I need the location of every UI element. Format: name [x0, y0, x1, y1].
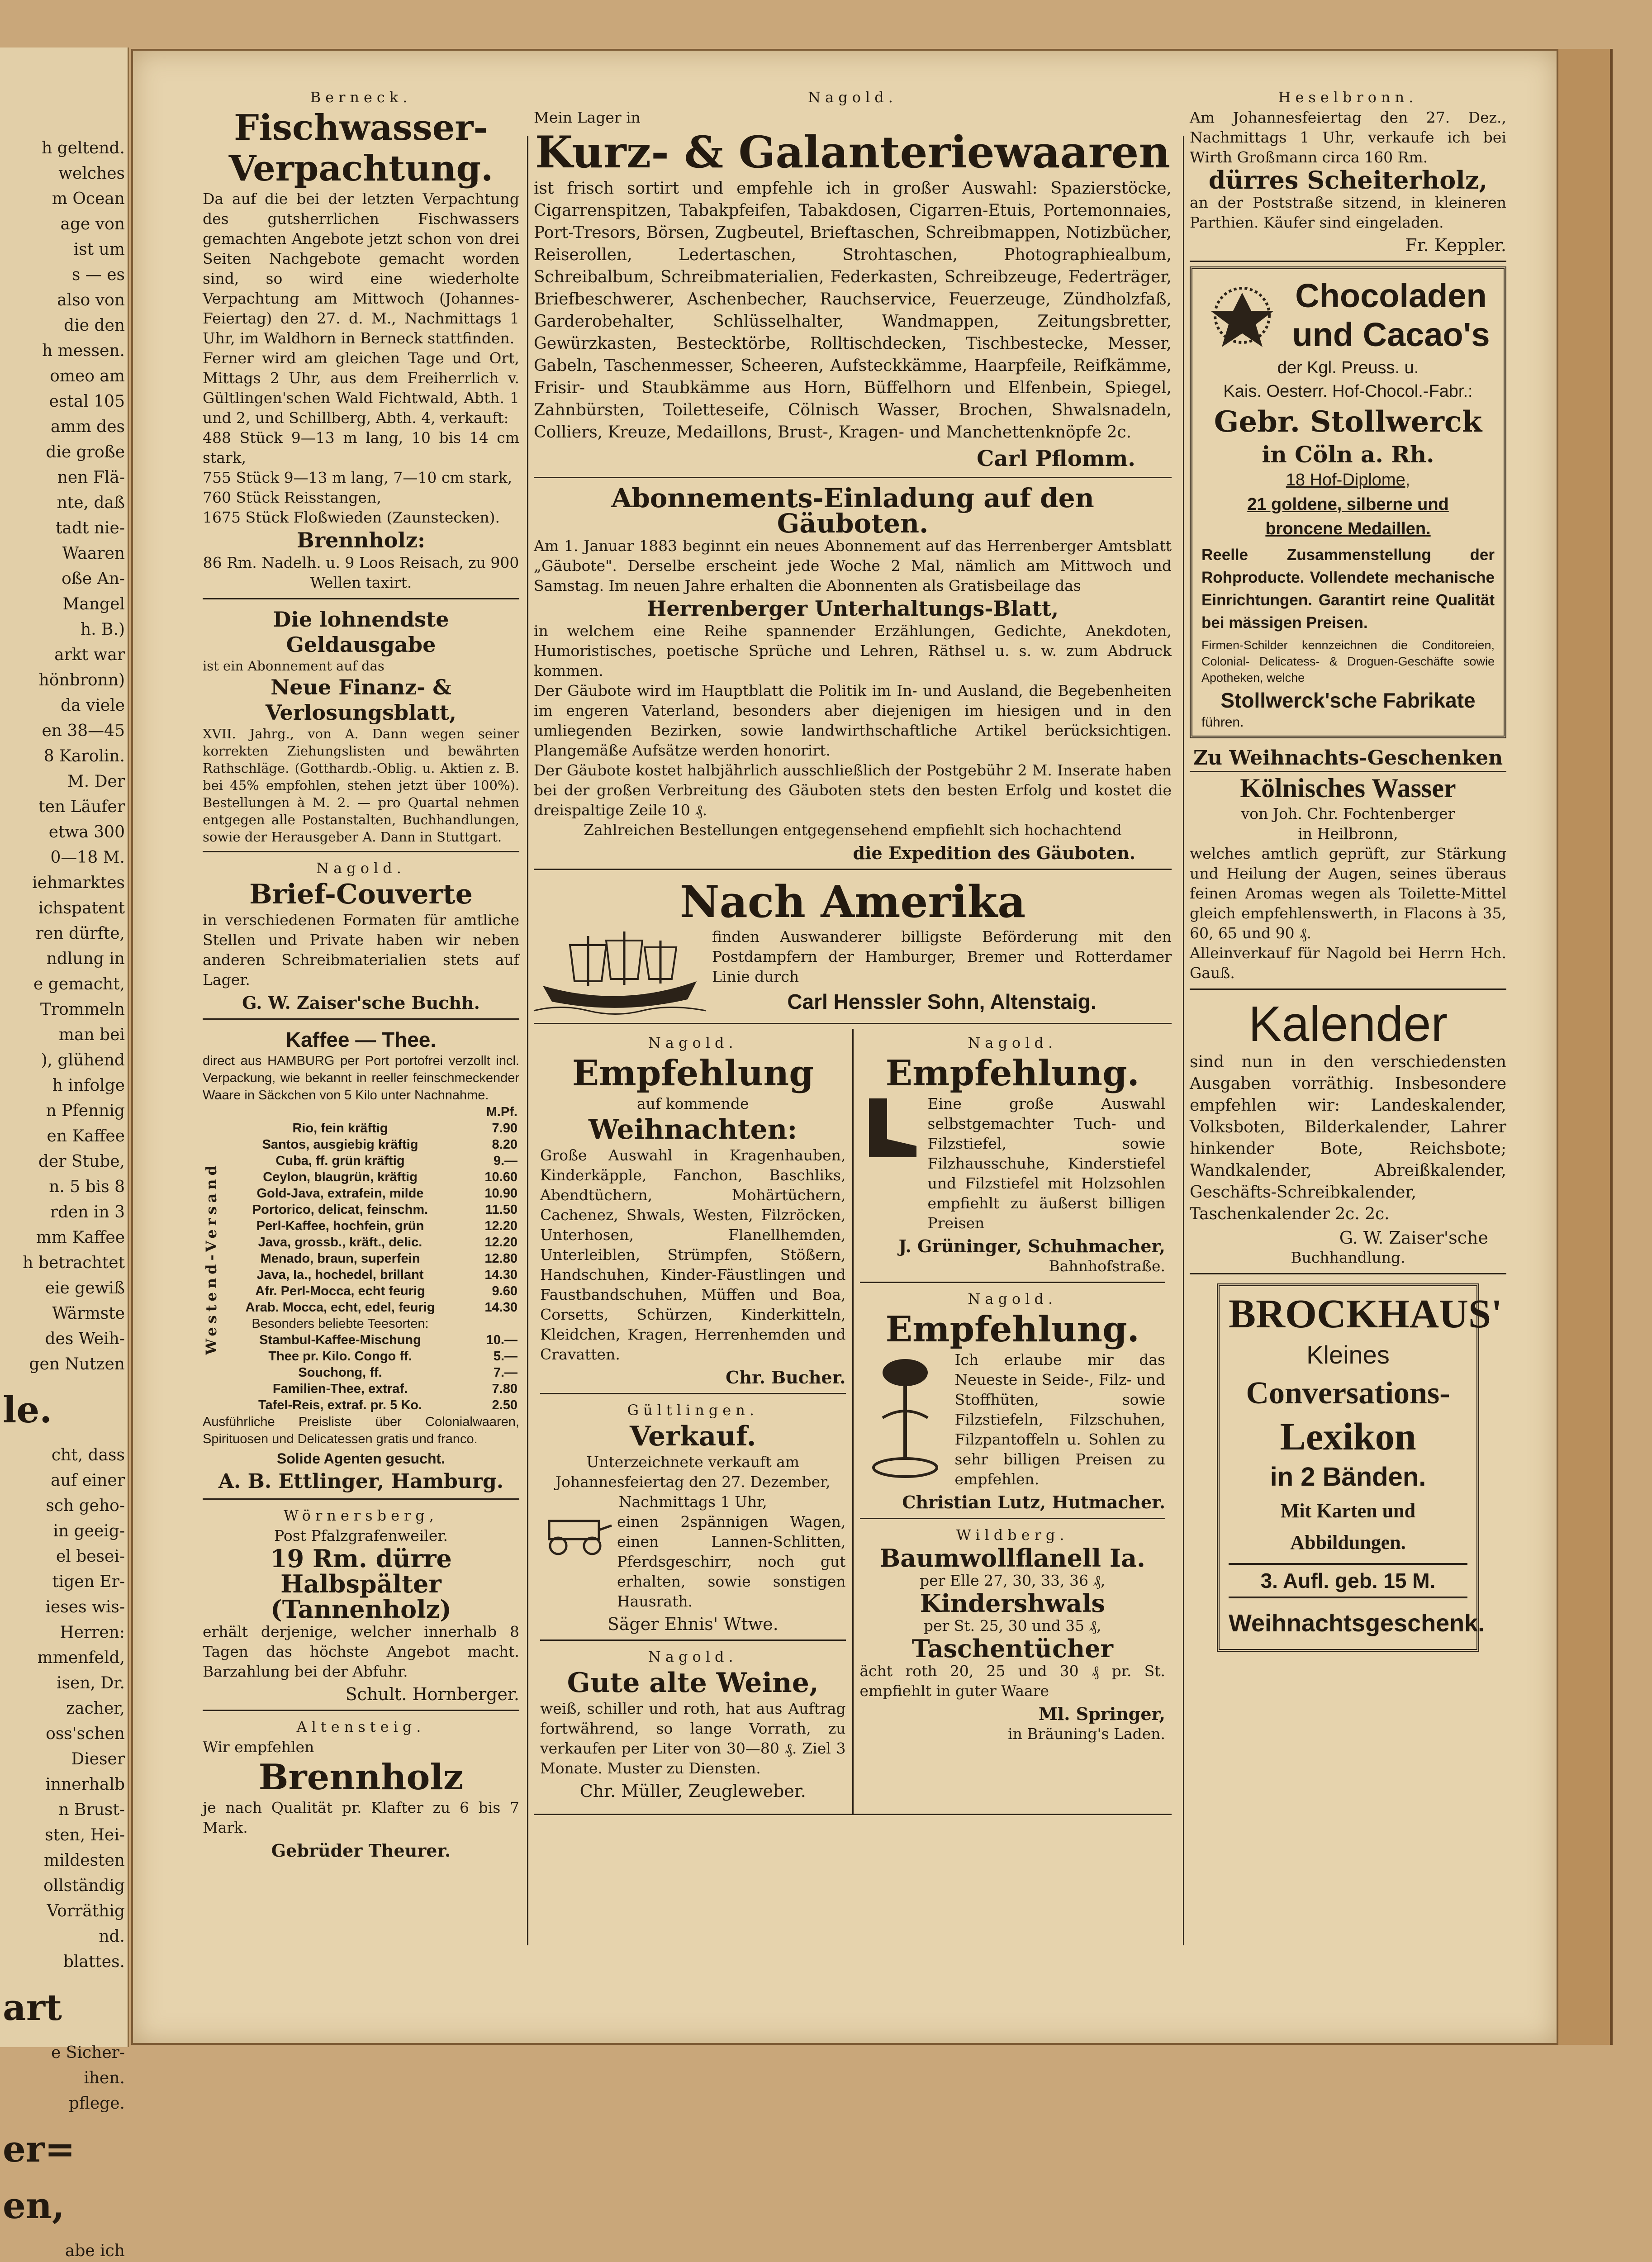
- ad-hutmacher: [860, 1288, 1166, 1519]
- place: Nagold.: [968, 1034, 1058, 1051]
- prev-page-line: welches: [58, 164, 125, 183]
- price: 3. Aufl. geb. 15 M.: [1229, 1563, 1467, 1598]
- ad-text: welches amtlich geprüft, zur Stärkung und Heilung der Augen, seines überaus feinen Aromas wegen als Toilette-Mittel gleich empfehlenswerth, in Flacons à 35, 60, 65 und 90 ₰.: [1190, 845, 1506, 942]
- ad-text: der Kgl. Preuss. u.: [1277, 358, 1419, 377]
- item-name: Gold-Java, extrafein, milde: [256, 1186, 424, 1201]
- item-price: 12.80: [484, 1251, 517, 1266]
- firm-name: Gebr. Stollwerck: [1214, 405, 1482, 439]
- headline: Taschentücher: [911, 1634, 1113, 1663]
- column-right: [1190, 86, 1506, 1923]
- section-head: Zu Weihnachts-Geschenken: [1190, 746, 1506, 772]
- headline: Baumwollflanell Ia.: [879, 1544, 1145, 1573]
- prev-page-line: iehmarktes: [32, 874, 125, 892]
- prev-page-line: auf einer: [51, 1471, 125, 1490]
- ad-fischwasser: [203, 86, 519, 599]
- list-item: 488 Stück 9—13 m lang, 10 bis 14 cm stark,: [203, 429, 519, 466]
- prev-page-line: mmenfeld,: [37, 1649, 125, 1667]
- headline: Weihnachten:: [589, 1114, 798, 1145]
- previous-page-text: [3, 138, 125, 2262]
- headline: Kurz- & Galanteriewaaren: [535, 127, 1171, 178]
- item-price: [460, 1316, 519, 1332]
- prev-page-line: eie gewiß: [45, 1279, 125, 1297]
- ad-text: an der Poststraße sitzend, in kleineren Parthien. Käufer sind eingeladen.: [1190, 194, 1506, 231]
- ship-icon: [534, 927, 706, 1017]
- headline: Empfehlung.: [885, 1053, 1139, 1094]
- prev-page-line: ren dürfte,: [35, 924, 125, 943]
- place: Wildberg.: [956, 1526, 1069, 1544]
- item-name: Afr. Perl-Mocca, echt feurig: [255, 1284, 425, 1298]
- prev-page-line: nd.: [99, 1927, 125, 1946]
- signature: Fr. Keppler.: [1405, 235, 1506, 255]
- prev-page-line: s — es: [71, 266, 125, 284]
- headline: Chocoladen: [1295, 277, 1487, 314]
- ad-verkauf: [540, 1399, 846, 1641]
- table-row: [220, 1267, 519, 1283]
- prev-page-line: h infolge: [52, 1076, 125, 1095]
- ad-text: Reelle Zusammenstellung der Rohproducte. Vollendete mechanische Einrichtungen. Garantirt reine Qualität bei mässigen Preisen.: [1201, 546, 1495, 632]
- ad-text: 86 Rm. Nadelh. u. 9 Loos Reisach, zu 900 Wellen taxirt.: [203, 554, 519, 591]
- ad-koelnisch-wasser: [1190, 743, 1506, 990]
- place: Altensteig.: [296, 1718, 426, 1735]
- prev-page-line: der Stube,: [38, 1152, 125, 1171]
- ad-text: per St. 25, 30 und 35 ₰,: [923, 1617, 1101, 1635]
- prev-page-line: h. B.): [80, 620, 125, 639]
- item-name: Java, grossb., kräft., delic.: [258, 1235, 422, 1250]
- ad-text: XVII. Jahrg., von A. Dann wegen seiner korrekten Ziehungslisten und bewährten Rathschläge. (Gotthardb.-Oblig. u. Aktien z. B. bei 45% empfohlen, stehen jetzt über 100%). Bestellungen à M. 2. — pro Quartal nehmen entgegen alle Postanstalten, Buchhandlungen, sowie der Herausgeber A. Dann in Stuttgart.: [203, 726, 519, 845]
- prev-page-line: n Brust-: [58, 1801, 125, 1819]
- item-price: 14.30: [484, 1300, 517, 1315]
- prev-page-line: estal 105: [49, 392, 125, 411]
- item-name: Arab. Mocca, echt, edel, feurig: [245, 1300, 435, 1315]
- headline: Empfehlung.: [885, 1309, 1139, 1350]
- item-price: 9.—: [493, 1154, 517, 1168]
- ad-text: Am Johannesfeiertag den 27. Dez., Nachmittags 1 Uhr, verkaufe ich bei Wirth Großmann circa 160 Rm.: [1190, 109, 1506, 166]
- item-name: Santos, ausgiebig kräftig: [262, 1137, 418, 1152]
- prev-page-line: ieses wis-: [45, 1598, 125, 1616]
- ad-finanzblatt: [203, 604, 519, 852]
- table-row: [220, 1218, 519, 1234]
- prev-page-line: Wärmste: [52, 1304, 125, 1323]
- ad-text: führen.: [1201, 715, 1244, 730]
- signature: A. B. Ettlinger, Hamburg.: [218, 1470, 504, 1493]
- ad-text: Große Auswahl in Kragenhauben, Kinderkäpple, Fanchon, Baschliks, Abendtüchern, Mohärtüchern, Cachenez, Shwals, Westen, Filzröcken, Unterhosen, Flanellhemden, Unterleiblen, Strümpfen, Stößern, Handschuhen, Kinder-Fäustlingen und Faustbandschuhen, Müffen und Boa, Corsetts, Schürzen, Kinderkitteln, Kleidchen, Kragen, Herrenhemden und Cravatten.: [540, 1146, 846, 1363]
- ad-springer: [860, 1524, 1166, 1749]
- ad-text: Ich erlaube mir das Neueste in Seide-, Filz- und Stoffhüten, sowie Filzstiefeln, Filzschuhen, Filzpantoffeln u. Sohlen zu sehr billigen Preisen zu empfehlen.: [954, 1351, 1165, 1488]
- ad-text: Wir empfehlen: [203, 1738, 314, 1756]
- item-price: 2.50: [492, 1398, 517, 1412]
- prev-page-line: cht, dass: [51, 1446, 125, 1464]
- ad-text: finden Auswanderer billigste Beförderung mit den Postdampfern der Hamburger, Bremer und Rotterdamer Linie durch: [712, 928, 1172, 985]
- list-item: 760 Stück Reisstangen,: [203, 489, 381, 506]
- item-price: 10.—: [486, 1333, 517, 1347]
- signature-address: in Bräuning's Laden.: [1008, 1725, 1165, 1743]
- headline: Brief-Couverte: [249, 879, 473, 910]
- table-row: [220, 1364, 519, 1381]
- previous-page-edge: [0, 48, 129, 2260]
- prev-page-line: man bei: [58, 1026, 125, 1044]
- prev-page-line: er=: [3, 2128, 76, 2170]
- ad-text: Da auf die bei der letzten Verpachtung des gutsherrlichen Fischwassers gemachten Angebote jetzt schon von drei Seiten Nachgebote gemacht worden sind, so wird eine wiederholte Verpachtung am Mittwoch (Johannes-Feiertag) den 27. d. M., Nachmittags 1 Uhr, im Waldhorn in Berneck stattfinden.: [203, 190, 519, 347]
- ad-text: von Joh. Chr. Fochtenberger: [1241, 805, 1455, 822]
- ad-text: Kais. Oesterr. Hof-Chocol.-Fabr.:: [1223, 382, 1473, 401]
- prev-page-line: rden in 3: [50, 1203, 125, 1221]
- headline: BROCKHAUS': [1229, 1292, 1503, 1336]
- prev-page-line: arkt war: [54, 646, 125, 664]
- prev-page-line: isen, Dr.: [57, 1674, 125, 1692]
- prev-page-line: tigen Er-: [52, 1573, 125, 1591]
- ad-kalender: [1190, 994, 1506, 1274]
- item-name: Cuba, ff. grün kräftig: [275, 1154, 405, 1168]
- ad-text: per Elle 27, 30, 33, 36 ₰,: [919, 1572, 1106, 1589]
- ad-row: [534, 1029, 1172, 1815]
- ad-text: in welchem eine Reihe spannender Erzählungen, Gedichte, Anekdoten, Humoristisches, poetische Sprüche und Lehren, Räthsel u. s. w. zum Abdruck kommen.: [534, 622, 1172, 680]
- prev-page-line: da viele: [61, 696, 125, 715]
- item-name: Perl-Kaffee, hochfein, grün: [256, 1219, 424, 1233]
- item-name: Ceylon, blaugrün, kräftig: [263, 1170, 418, 1184]
- prev-page-line: des Weih-: [45, 1330, 125, 1348]
- item-price: 12.20: [484, 1219, 517, 1233]
- headline: Abonnements-Einladung auf den Gäuboten.: [611, 483, 1094, 539]
- ad-text: sind nun in den verschiedensten Ausgaben vorräthig. Insbesondere empfehlen wir: Landeskalender, Volksboten, Bilderkalender, Lahrer hinkender Bote, Reichsbote; Wandkalender, Abreißkalender, Geschäfts-Schreibkalender, Taschenkalender 2c. 2c.: [1190, 1053, 1506, 1223]
- item-name: Familien-Thee, extraf.: [272, 1382, 408, 1396]
- place: Heselbronn.: [1278, 89, 1418, 106]
- place: Nagold.: [808, 89, 897, 106]
- place: Nagold.: [648, 1648, 738, 1665]
- ad-text: ist ein Abonnement auf das: [203, 658, 385, 674]
- ad-brief-couverte: [203, 857, 519, 1020]
- city: in Cöln a. Rh.: [1262, 441, 1434, 468]
- prev-page-line: en,: [3, 2184, 65, 2227]
- prev-page-line: n Pfennig: [46, 1102, 125, 1120]
- signature: Carl Henssler Sohn, Altenstaig.: [787, 990, 1097, 1013]
- signature: J. Grüninger, Schuhmacher,: [898, 1236, 1165, 1256]
- ad-text: in Heilbronn,: [1298, 825, 1398, 842]
- prev-page-line: hönbronn): [38, 671, 125, 689]
- headline: Kölnisches Wasser: [1240, 773, 1456, 803]
- prev-page-line: blattes.: [63, 1953, 125, 1971]
- prev-page-line: h geltend.: [42, 139, 125, 157]
- signature: Chr. Bucher.: [726, 1367, 846, 1388]
- signature: G. W. Zaiser'sche: [1339, 1228, 1488, 1248]
- signature-address: Bahnhofstraße.: [1049, 1257, 1165, 1275]
- ad-text: Eine große Auswahl selbstgemachter Tuch- und Filzstiefel, sowie Filzhausschuhe, Kinderstiefel und Filzstiefel mit Holzsohlen empfiehlt zu äußerst billigen Preisen: [927, 1095, 1165, 1232]
- prev-page-line: e gemacht,: [33, 975, 125, 993]
- headline: (Tannenholz): [271, 1595, 451, 1624]
- prev-page-line: oße An-: [62, 570, 125, 588]
- column-middle: [534, 86, 1172, 1914]
- headline: Empfehlung: [572, 1053, 814, 1094]
- item-name: Stambul-Kaffee-Mischung: [259, 1333, 421, 1347]
- ad-text: auf kommende: [636, 1095, 749, 1112]
- ad-amerika: [534, 874, 1172, 1024]
- subhead: Brennholz:: [297, 528, 425, 552]
- prev-page-line: in geeig-: [53, 1522, 125, 1540]
- item-price: 12.20: [484, 1235, 517, 1250]
- headline: und Cacao's: [1292, 316, 1490, 353]
- table-row: [220, 1136, 519, 1153]
- ad-text: weiß, schiller und roth, hat aus Auftrag fortwährend, so lange Vorrath, zu verkaufen per Liter von 30—80 ₰. Ziel 3 Monate. Muster zu Diensten.: [540, 1700, 846, 1777]
- prev-page-line: el besei-: [56, 1547, 125, 1566]
- item-price: 8.20: [492, 1137, 517, 1152]
- item-price: 10.90: [484, 1186, 517, 1201]
- place: Gültlingen.: [627, 1402, 759, 1419]
- prev-page-line: nen Flä-: [57, 468, 125, 487]
- prev-page-line: e Sicher-: [51, 2043, 125, 2062]
- prev-page-line: age von: [60, 215, 125, 233]
- prev-page-line: art: [3, 1986, 62, 2029]
- item-price: 14.30: [484, 1268, 517, 1282]
- table-row: [220, 1397, 519, 1413]
- table-row: [220, 1202, 519, 1218]
- side-label: Westend-Versand: [203, 1162, 220, 1355]
- headline: Conversations-: [1246, 1376, 1450, 1411]
- table-row: [220, 1153, 519, 1169]
- place: Nagold.: [968, 1290, 1058, 1307]
- prev-page-line: Dieser: [71, 1750, 125, 1768]
- ad-text: Ausführliche Preisliste über Colonialwaaren, Spirituosen und Delicatessen gratis und franco.: [203, 1415, 519, 1446]
- prev-page-line: die große: [46, 443, 125, 461]
- ad-weine: [540, 1645, 846, 1806]
- signature: Christian Lutz, Hutmacher.: [902, 1492, 1165, 1512]
- ad-text: Unterzeichnete verkauft am Johannesfeiertag den 27. Dezember, Nachmittags 1 Uhr,: [555, 1453, 831, 1511]
- item-price: 5.—: [493, 1349, 517, 1364]
- ad-text: Mit Karten und Abbildungen.: [1280, 1500, 1416, 1554]
- place: Berneck.: [310, 89, 412, 106]
- ad-text: broncene Medaillen.: [1265, 519, 1431, 538]
- item-price: 10.60: [484, 1170, 517, 1184]
- place: Nagold.: [648, 1034, 738, 1051]
- headline: Verkauf.: [630, 1421, 756, 1452]
- headline: Brennholz: [258, 1757, 464, 1798]
- prev-page-line: mm Kaffee: [36, 1228, 125, 1247]
- ad-text: Der Gäubote kostet halbjährlich ausschließlich der Postgebühr 2 M. Inserate haben bei der großen Verbreitung des Gäuboten stets den besten Erfolg und kostet die dreispaltige Zeile 10 ₰.: [534, 761, 1172, 819]
- table-row: [220, 1299, 519, 1316]
- column-left: [203, 86, 519, 1923]
- ad-text: Alleinverkauf für Nagold bei Herrn Hch. Gauß.: [1190, 944, 1506, 982]
- ad-text: ist frisch sortirt und empfehle ich in großer Auswahl: Spazierstöcke, Cigarrenspitzen, Tabakpfeifen, Tabakdosen, Cigarren-Etuis, Portemonnaies, Port-Tresors, Börsen, Zugbeutel, Brieftaschen, Schreibmappen, Notizbücher, Reiserollen, Ledertaschen, Strohtaschen, Photographiealbum, Schreibalbum, Schreibmaterialien, Federkasten, Schreibzeuge, Federträger, Briefbeschwerer, Aschenbecher, Rauchservice, Feuerzeuge, Zündholzfaß, Garderobehalter, Schlüsselhalter, Wandmappen, Zeitungsbretter, Gewürzkasten, Bestecktörbe, Rolltischdecken, Tischbestecke, Messer, Gabeln, Taschenmesser, Scheeren, Aufsteckkämme, Haarpfeile, Reifkämme, Frisir- und Staubkämme aus Horn, Büffelhorn und Elfenbein, Spiegel, Zahnbürsten, Toiletteseife, Cölnisch Wasser, Brochen, Shwalsnadeln, Colliers, Kreuze, Medaillons, Brust-, Kragen- und Manchettenknöpfe 2c.: [534, 179, 1172, 442]
- table-row: [220, 1332, 519, 1348]
- headline: 19 Rm. dürre Halbspälter: [270, 1544, 452, 1598]
- signature: Säger Ehnis' Wtwe.: [607, 1614, 779, 1634]
- ad-brennholz: [203, 1716, 519, 1866]
- ad-weihnachten: [540, 1031, 846, 1394]
- agents: Solide Agenten gesucht.: [276, 1450, 446, 1467]
- ad-text: Firmen-Schilder kennzeichnen die Conditoreien, Colonial- Delicatess- & Droguen-Geschäfte sowie Apotheken, welche: [1201, 638, 1495, 684]
- item-name: Rio, fein kräftig: [292, 1121, 388, 1136]
- subhead: Herrenberger Unterhaltungs-Blatt,: [646, 596, 1059, 621]
- headline: Lexikon: [1280, 1415, 1416, 1458]
- signature: Ml. Springer,: [1038, 1704, 1165, 1724]
- signature: Gebrüder Theurer.: [271, 1840, 451, 1861]
- ad-text: in verschiedenen Formaten für amtliche Stellen und Private haben wir neben anderen Schreibmaterialien stets auf Lager.: [203, 911, 519, 988]
- headline: Die lohnendste Geldausgabe: [273, 607, 449, 657]
- prev-page-line: die den: [64, 316, 125, 335]
- headline: Fischwasser-: [234, 107, 488, 148]
- ad-schuhmacher: [860, 1031, 1166, 1283]
- item-price: 7.—: [493, 1365, 517, 1380]
- table-row: [220, 1185, 519, 1202]
- headline: Kaffee — Thee.: [285, 1028, 437, 1051]
- ad-text: Der Gäubote wird im Hauptblatt die Politik im In- und Ausland, die Begebenheiten im engeren Vaterland, besonders aber diejenigen im hiesigen und in den umliegenden Bezirken, sowie landwirthschaftliche Artikel berücksichtigen. Plangemäße Aufsätze werden honorirt.: [534, 682, 1172, 759]
- ad-text: erhält derjenige, welcher innerhalb 8 Tagen das höchste Angebot macht. Barzahlung bei der Abfuhr.: [203, 1623, 519, 1680]
- prev-page-line: ndlung in: [46, 950, 125, 968]
- headline: Kindershwals: [920, 1589, 1105, 1618]
- wagon-icon: [540, 1512, 612, 1611]
- prev-page-line: ), glühend: [41, 1051, 125, 1069]
- prev-page-line: amm des: [50, 418, 125, 436]
- prev-page-line: sten, Hei-: [45, 1826, 125, 1844]
- headline: Neue Finanz- & Verlosungsblatt,: [266, 675, 456, 725]
- prev-page-line: abe ich: [65, 2242, 125, 2260]
- ad-halbspaelter: [203, 1504, 519, 1711]
- ad-text: Am 1. Januar 1883 beginnt ein neues Abonnement auf das Herrenberger Amtsblatt „Gäubote". Derselbe erscheint jede Woche 2 Mal, nämlich am Mittwoch und Samstag. Im neuen Jahre erhalten die Abonnenten als Gratisbeilage das: [534, 537, 1172, 594]
- prev-page-line: Vorräthig: [47, 1902, 125, 1920]
- headline: Nach Amerika: [679, 876, 1026, 927]
- brand: Stollwerck'sche Fabrikate: [1220, 689, 1476, 712]
- prev-page-line: ihen.: [84, 2069, 125, 2087]
- table-row: [220, 1120, 519, 1136]
- prev-page-line: en Kaffee: [47, 1127, 125, 1145]
- table-row: [220, 1283, 519, 1299]
- item-name: Java, Ia., hochedel, brillant: [256, 1268, 424, 1282]
- ad-text: ächt roth 20, 25 und 30 ₰ pr. St. empfiehlt in guter Waare: [859, 1662, 1165, 1700]
- item-price: 9.60: [492, 1284, 517, 1298]
- prev-page-line: h betrachtet: [23, 1254, 125, 1272]
- item-name: Thee pr. Kilo. Congo ff.: [268, 1349, 412, 1364]
- headline: dürres Scheiterholz,: [1208, 166, 1488, 195]
- prev-page-line: omeo am: [50, 367, 125, 385]
- prev-page-line: sch geho-: [46, 1497, 125, 1515]
- ad-text: 21 goldene, silberne und: [1247, 495, 1449, 514]
- boot-icon: [860, 1094, 923, 1233]
- ad-text: Weihnachtsgeschenk.: [1229, 1610, 1485, 1637]
- ad-brockhaus: [1217, 1283, 1503, 1652]
- prev-page-line: Waaren: [62, 544, 125, 563]
- signature: Schult. Hornberger.: [345, 1684, 519, 1704]
- table-row: [220, 1169, 519, 1185]
- item-name: Tafel-Reis, extraf. pr. 5 Ko.: [258, 1398, 422, 1412]
- prev-page-line: mildesten: [44, 1851, 125, 1870]
- item-name: Souchong, ff.: [298, 1365, 382, 1380]
- place: Nagold.: [316, 860, 406, 877]
- headline: Kalender: [1248, 996, 1448, 1052]
- item-name: Portorico, delicat, feinschm.: [252, 1202, 428, 1217]
- item-name: Menado, braun, superfein: [260, 1251, 420, 1266]
- ad-scheiterholz: [1190, 86, 1506, 262]
- item-price: 7.90: [492, 1121, 517, 1136]
- signature: G. W. Zaiser'sche Buchh.: [242, 993, 480, 1013]
- ad-kurzwaaren: [534, 86, 1172, 478]
- signature: Buchhandlung.: [1291, 1249, 1405, 1266]
- prev-page-line: M. Der: [67, 772, 125, 791]
- table-row: [220, 1250, 519, 1267]
- prev-page-line: etwa 300: [48, 823, 125, 841]
- table-row: [220, 1316, 519, 1332]
- table-row: [220, 1234, 519, 1250]
- prev-page-line: ichspatent: [38, 899, 125, 917]
- prev-page-line: le.: [3, 1388, 52, 1431]
- prev-page-line: 0—18 M.: [50, 848, 125, 867]
- prev-page-line: ollständig: [43, 1877, 125, 1895]
- prev-page-line: zacher,: [66, 1699, 125, 1718]
- eagle-crest-icon: [1201, 275, 1283, 356]
- prev-page-line: pflege.: [68, 2094, 125, 2113]
- prev-page-line: m Ocean: [52, 190, 125, 208]
- page-edge-right: [1558, 49, 1613, 2045]
- ad-text: Post Pfalzgrafenweiler.: [274, 1527, 448, 1544]
- ad-text: je nach Qualität pr. Klafter zu 6 bis 7 Mark.: [203, 1799, 519, 1836]
- signature: Carl Pflomm.: [977, 446, 1135, 471]
- ad-text: Kleines: [1306, 1340, 1390, 1369]
- prev-page-line: nte, daß: [57, 494, 125, 512]
- headline: Gute alte Weine,: [567, 1667, 819, 1699]
- price-table: [220, 1104, 519, 1413]
- unit: M.Pf.: [486, 1105, 517, 1119]
- ad-text: einen 2spännigen Wagen, einen Lannen-Schlitten, Pferdsgeschirr, noch gut erhalten, sowie sonstigen Hausrath.: [617, 1513, 846, 1610]
- headline: Verpachtung.: [228, 148, 494, 189]
- hatstand-icon: [860, 1350, 950, 1489]
- ad-stollwerck: [1190, 266, 1506, 738]
- place: Wörnersberg,: [284, 1507, 438, 1524]
- ad-abonnement: [534, 483, 1172, 870]
- ad-kaffee-thee: [203, 1024, 519, 1500]
- signature: Chr. Müller, Zeugleweber.: [579, 1781, 806, 1801]
- table-row: [220, 1348, 519, 1364]
- signature: die Expedition des Gäuboten.: [853, 843, 1135, 863]
- list-item: 755 Stück 9—13 m lang, 7—10 cm stark,: [203, 469, 513, 486]
- ad-text: in 2 Bänden.: [1270, 1462, 1426, 1492]
- list-item: 1675 Stück Floßwieden (Zaunstecken).: [203, 508, 500, 526]
- prev-page-line: Herren:: [60, 1623, 125, 1642]
- item-price: 7.80: [492, 1382, 517, 1396]
- ad-text: Zahlreichen Bestellungen entgegensehend empfiehlt sich hochachtend: [584, 821, 1122, 839]
- item-name: Besonders beliebte Teesorten:: [252, 1316, 429, 1331]
- item-price: 11.50: [485, 1202, 517, 1217]
- prev-page-line: oss'schen: [46, 1725, 125, 1743]
- prev-page-line: 8 Karolin.: [43, 747, 125, 765]
- prev-page-line: also von: [57, 291, 125, 309]
- prev-page-line: ist um: [73, 240, 125, 259]
- prev-page-line: h messen.: [42, 342, 125, 360]
- prev-page-line: n. 5 bis 8: [49, 1178, 125, 1196]
- ad-text: Mein Lager in: [534, 109, 641, 126]
- prev-page-line: tadt nie-: [55, 519, 125, 537]
- ad-text: Ferner wird am gleichen Tage und Ort, Mittags 2 Uhr, aus dem Freiherrlich v. Gültlingen'schen Wald Fichtwald, Abth. 1 und 2, und Schillberg, Abth. 4, verkauft:: [203, 349, 519, 427]
- prev-page-line: Trommeln: [40, 1000, 125, 1019]
- prev-page-line: en 38—45: [42, 722, 125, 740]
- ad-text: 18 Hof-Diplome,: [1286, 470, 1410, 489]
- table-row: [220, 1381, 519, 1397]
- ad-text: direct aus HAMBURG per Port portofrei verzollt incl. Verpackung, wie bekannt in reeller feinschmeckender Waare in Säckchen von 5 Kilo unter Nachnahme.: [203, 1054, 519, 1102]
- prev-page-line: ten Läufer: [38, 798, 125, 816]
- prev-page-line: Mangel: [62, 595, 125, 613]
- prev-page-line: innerhalb: [45, 1775, 125, 1794]
- prev-page-line: gen Nutzen: [29, 1355, 125, 1373]
